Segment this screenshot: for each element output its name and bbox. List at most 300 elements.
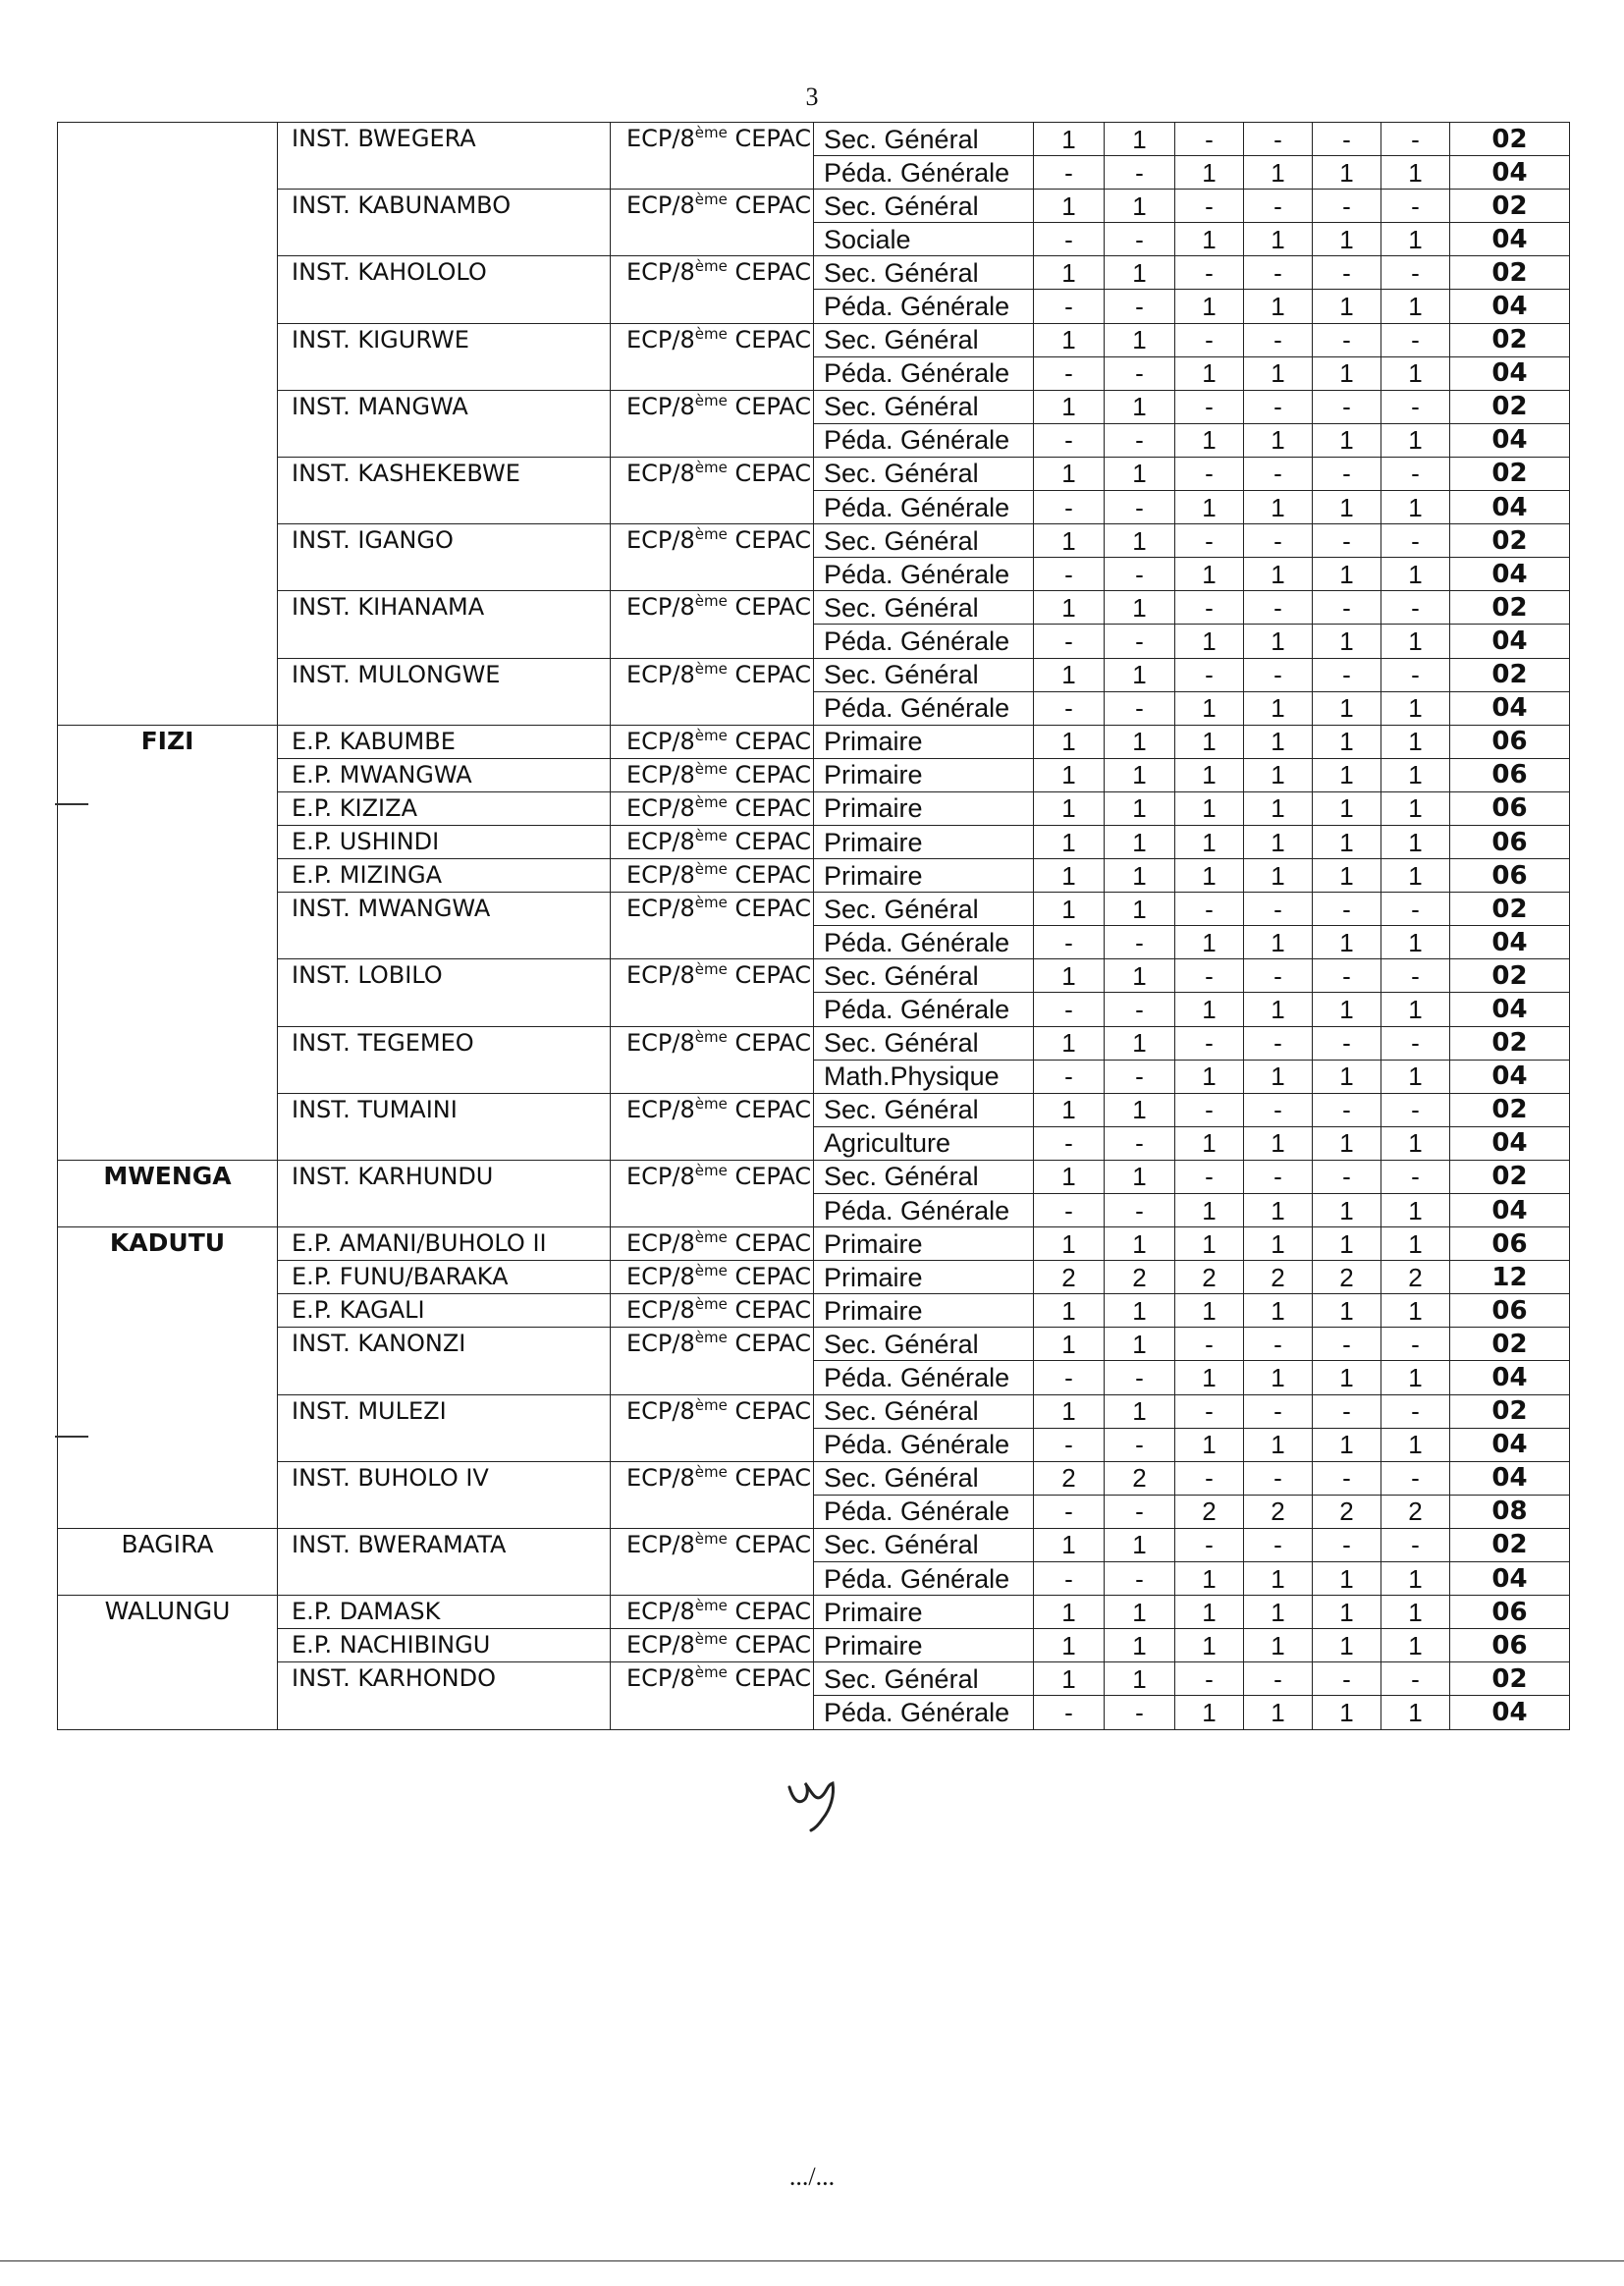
level-label: ECP/8 [626,961,695,990]
count-cell: 1 [1313,1629,1381,1662]
table-row [58,1629,1570,1662]
school-name: E.P. NACHIBINGU [278,1629,611,1662]
footer-rule [0,2260,1624,2261]
school-name: E.P. AMANI/BUHOLO II [278,1227,611,1261]
count-cell: - [1034,558,1105,591]
count-cell: 1 [1175,223,1244,256]
count-cell: - [1381,1026,1450,1060]
count-cell: 1 [1313,691,1381,725]
level-superscript: ème [694,324,728,343]
level-label: ECP/8 [626,1229,695,1258]
count-cell: - [1175,256,1244,290]
total-cell: 06 [1450,1294,1570,1328]
option-cell: Péda. Générale [814,625,1034,658]
count-cell: - [1175,1026,1244,1060]
option-cell: Péda. Générale [814,356,1034,390]
level-suffix: CEPAC [727,1664,812,1693]
count-cell: - [1381,457,1450,490]
count-cell: 2 [1313,1495,1381,1528]
count-cell: - [1034,1696,1105,1729]
total-cell: 02 [1450,1394,1570,1428]
level-superscript: ème [694,1262,728,1280]
level-superscript: ème [694,1329,728,1347]
count-cell: 1 [1381,356,1450,390]
level-label: ECP/8 [626,459,695,487]
count-cell: 1 [1381,1696,1450,1729]
total-cell: 02 [1450,1093,1570,1126]
option-cell: Péda. Générale [814,1361,1034,1394]
count-cell: 1 [1175,758,1244,791]
count-cell: 1 [1034,123,1105,156]
count-cell: - [1105,356,1175,390]
table-row [58,725,1570,758]
count-cell: - [1034,625,1105,658]
total-cell: 06 [1450,859,1570,893]
option-cell: Primaire [814,1294,1034,1328]
count-cell: - [1244,1026,1313,1060]
count-cell: - [1175,323,1244,356]
level-label: ECP/8 [626,1296,695,1325]
table-body [58,123,1570,1730]
school-name: INST. BWERAMATA [278,1528,611,1595]
total-cell: 02 [1450,1662,1570,1696]
count-cell: - [1381,1662,1450,1696]
count-cell: 1 [1313,1596,1381,1629]
option-cell: Primaire [814,1227,1034,1261]
table-row [58,859,1570,893]
total-cell: 04 [1450,625,1570,658]
level-superscript: ème [694,1597,728,1615]
count-cell: 1 [1034,524,1105,558]
school-name: INST. BUHOLO IV [278,1461,611,1528]
count-cell: 1 [1381,1060,1450,1093]
count-cell: - [1381,1394,1450,1428]
level-label: ECP/8 [626,1598,695,1626]
total-cell: 06 [1450,825,1570,858]
level-cell [611,591,814,658]
count-cell: 2 [1175,1261,1244,1294]
total-cell: 04 [1450,491,1570,524]
option-cell: Sec. Général [814,1328,1034,1361]
level-superscript: ème [694,525,728,544]
count-cell: - [1313,323,1381,356]
level-cell [611,1629,814,1662]
count-cell: 1 [1034,1294,1105,1328]
level-suffix: CEPAC [727,125,812,152]
level-superscript: ème [694,391,728,409]
option-cell: Sec. Général [814,591,1034,625]
count-cell: - [1034,356,1105,390]
level-cell [611,859,814,893]
count-cell: 1 [1244,491,1313,524]
option-cell: Péda. Générale [814,1194,1034,1227]
count-cell: - [1105,290,1175,323]
total-cell: 02 [1450,1328,1570,1361]
count-cell: 1 [1175,791,1244,825]
count-cell: 1 [1175,993,1244,1026]
level-superscript: ème [694,792,728,811]
table-row [58,524,1570,558]
count-cell: 1 [1381,993,1450,1026]
count-cell: - [1175,1528,1244,1561]
count-cell: 1 [1175,1294,1244,1328]
count-cell: - [1244,591,1313,625]
level-cell [611,791,814,825]
school-name: INST. TEGEMEO [278,1026,611,1093]
total-cell: 02 [1450,1026,1570,1060]
level-suffix: CEPAC [727,1463,812,1492]
count-cell: 1 [1034,959,1105,993]
count-cell: - [1105,1060,1175,1093]
count-cell: - [1175,591,1244,625]
count-cell: - [1105,926,1175,959]
count-cell: 1 [1034,457,1105,490]
count-cell: - [1313,893,1381,926]
count-cell: 1 [1313,1194,1381,1227]
school-name: INST. TUMAINI [278,1093,611,1160]
total-cell: 04 [1450,926,1570,959]
count-cell: - [1034,156,1105,190]
option-cell: Sociale [814,223,1034,256]
level-suffix: CEPAC [727,526,812,555]
count-cell: - [1381,190,1450,223]
count-cell: - [1175,1394,1244,1428]
level-superscript: ème [694,1094,728,1113]
school-name: INST. MULEZI [278,1394,611,1461]
level-suffix: CEPAC [727,1296,812,1325]
count-cell: 1 [1175,1194,1244,1227]
count-cell: 1 [1244,791,1313,825]
total-cell: 06 [1450,1227,1570,1261]
total-cell: 02 [1450,190,1570,223]
count-cell: - [1175,390,1244,423]
count-cell: 1 [1381,791,1450,825]
option-cell: Sec. Général [814,524,1034,558]
count-cell: - [1313,190,1381,223]
count-cell: 1 [1175,156,1244,190]
option-cell: Péda. Générale [814,1562,1034,1596]
count-cell: 1 [1313,156,1381,190]
count-cell: - [1381,323,1450,356]
count-cell: 1 [1244,1227,1313,1261]
count-cell: - [1313,390,1381,423]
count-cell: 1 [1244,725,1313,758]
count-cell: 1 [1105,791,1175,825]
count-cell: - [1313,1461,1381,1495]
level-label: ECP/8 [626,1396,695,1425]
table-row [58,457,1570,490]
count-cell: 1 [1313,1126,1381,1160]
level-suffix: CEPAC [727,392,812,420]
level-label: ECP/8 [626,526,695,555]
level-label: ECP/8 [626,660,695,688]
level-superscript: ème [694,826,728,844]
level-superscript: ème [694,1228,728,1247]
count-cell: 1 [1381,1126,1450,1160]
option-cell: Sec. Général [814,123,1034,156]
total-cell: 02 [1450,256,1570,290]
count-cell: 1 [1244,859,1313,893]
count-cell: - [1244,123,1313,156]
count-cell: 1 [1034,1328,1105,1361]
count-cell: 1 [1313,356,1381,390]
count-cell: - [1244,1328,1313,1361]
table-row [58,1093,1570,1126]
count-cell: 1 [1105,859,1175,893]
table-row [58,893,1570,926]
count-cell: - [1175,524,1244,558]
count-cell: - [1105,1562,1175,1596]
level-cell [611,758,814,791]
count-cell: 1 [1313,1227,1381,1261]
level-suffix: CEPAC [727,1631,812,1660]
count-cell: - [1034,993,1105,1026]
level-suffix: CEPAC [727,1162,812,1190]
level-suffix: CEPAC [727,727,812,755]
level-label: ECP/8 [626,861,695,890]
total-cell: 02 [1450,323,1570,356]
total-cell: 04 [1450,356,1570,390]
level-suffix: CEPAC [727,459,812,487]
count-cell: 2 [1175,1495,1244,1528]
count-cell: - [1381,256,1450,290]
level-suffix: CEPAC [727,660,812,688]
total-cell: 06 [1450,1596,1570,1629]
level-label: ECP/8 [626,392,695,420]
level-cell [611,123,814,190]
option-cell: Primaire [814,758,1034,791]
level-superscript: ème [694,659,728,678]
table-row [58,1394,1570,1428]
option-cell: Sec. Général [814,457,1034,490]
count-cell: 1 [1105,323,1175,356]
count-cell: - [1105,1428,1175,1461]
school-name: INST. KAHOLOLO [278,256,611,323]
total-cell: 02 [1450,457,1570,490]
count-cell: 1 [1105,1394,1175,1428]
count-cell: 1 [1381,825,1450,858]
region-cell: FIZI [58,725,278,1160]
count-cell: 1 [1244,1428,1313,1461]
count-cell: 1 [1105,1160,1175,1193]
count-cell: 1 [1313,1428,1381,1461]
paraph-mark [784,1775,846,1834]
count-cell: 1 [1244,758,1313,791]
count-cell: - [1313,1328,1381,1361]
level-label: ECP/8 [626,258,695,287]
level-label: ECP/8 [626,1263,695,1291]
level-label: ECP/8 [626,191,695,220]
count-cell: 1 [1381,859,1450,893]
count-cell: 1 [1244,1596,1313,1629]
count-cell: 1 [1313,1696,1381,1729]
count-cell: - [1034,926,1105,959]
region-cell: BAGIRA [58,1528,278,1595]
count-cell: 1 [1034,1160,1105,1193]
table-row [58,1227,1570,1261]
count-cell: - [1244,390,1313,423]
level-cell [611,658,814,725]
count-cell: 1 [1105,1528,1175,1561]
level-cell [611,390,814,457]
level-suffix: CEPAC [727,1229,812,1258]
school-name: INST. IGANGO [278,524,611,591]
option-cell: Sec. Général [814,323,1034,356]
school-name: INST. KIGURWE [278,323,611,390]
count-cell: 1 [1381,1562,1450,1596]
school-name: E.P. MWANGWA [278,758,611,791]
total-cell: 02 [1450,524,1570,558]
total-cell: 02 [1450,893,1570,926]
count-cell: 2 [1381,1261,1450,1294]
count-cell: - [1313,658,1381,691]
count-cell: 1 [1381,1361,1450,1394]
level-suffix: CEPAC [727,1263,812,1291]
table-row [58,1294,1570,1328]
count-cell: 1 [1175,725,1244,758]
level-label: ECP/8 [626,760,695,789]
count-cell: 1 [1244,1696,1313,1729]
level-suffix: CEPAC [727,1330,812,1358]
count-cell: 1 [1175,356,1244,390]
level-label: ECP/8 [626,827,695,855]
count-cell: 2 [1244,1261,1313,1294]
option-cell: Sec. Général [814,658,1034,691]
count-cell: 1 [1381,758,1450,791]
count-cell: 1 [1105,591,1175,625]
level-superscript: ème [694,124,728,141]
count-cell: 1 [1244,356,1313,390]
table-row [58,658,1570,691]
count-cell: 1 [1244,223,1313,256]
count-cell: - [1313,591,1381,625]
level-superscript: ème [694,1395,728,1414]
count-cell: 1 [1381,625,1450,658]
option-cell: Sec. Général [814,1461,1034,1495]
count-cell: 2 [1034,1461,1105,1495]
count-cell: 1 [1313,825,1381,858]
count-cell: 1 [1105,1093,1175,1126]
option-cell: Sec. Général [814,1093,1034,1126]
level-suffix: CEPAC [727,1095,812,1123]
margin-mark [55,1436,88,1438]
level-suffix: CEPAC [727,191,812,220]
count-cell: - [1034,1194,1105,1227]
count-cell: 1 [1105,1662,1175,1696]
level-cell [611,1026,814,1093]
count-cell: 1 [1381,491,1450,524]
option-cell: Math.Physique [814,1060,1034,1093]
option-cell: Péda. Générale [814,1696,1034,1729]
count-cell: - [1034,290,1105,323]
total-cell: 06 [1450,791,1570,825]
level-cell [611,1261,814,1294]
count-cell: - [1175,457,1244,490]
count-cell: 1 [1175,423,1244,457]
total-cell: 06 [1450,1629,1570,1662]
total-cell: 12 [1450,1261,1570,1294]
level-label: ECP/8 [626,1028,695,1057]
level-cell [611,1160,814,1226]
count-cell: 1 [1381,1294,1450,1328]
school-name: INST. MANGWA [278,390,611,457]
count-cell: - [1105,691,1175,725]
count-cell: 1 [1244,1060,1313,1093]
total-cell: 04 [1450,1194,1570,1227]
count-cell: - [1313,959,1381,993]
count-cell: - [1313,524,1381,558]
level-superscript: ème [694,190,728,209]
count-cell: 1 [1381,156,1450,190]
count-cell: 1 [1034,1596,1105,1629]
count-cell: - [1034,1060,1105,1093]
level-superscript: ème [694,1462,728,1481]
level-superscript: ème [694,1027,728,1046]
count-cell: - [1381,123,1450,156]
count-cell: 2 [1105,1461,1175,1495]
option-cell: Sec. Général [814,256,1034,290]
count-cell: 1 [1313,993,1381,1026]
total-cell: 02 [1450,658,1570,691]
school-name: E.P. FUNU/BARAKA [278,1261,611,1294]
count-cell: - [1244,1160,1313,1193]
count-cell: 1 [1105,190,1175,223]
table-row [58,1160,1570,1193]
level-superscript: ème [694,1161,728,1179]
level-label: ECP/8 [626,1162,695,1190]
option-cell: Primaire [814,825,1034,858]
count-cell: - [1381,591,1450,625]
count-cell: 1 [1244,625,1313,658]
option-cell: Sec. Général [814,959,1034,993]
total-cell: 02 [1450,1528,1570,1561]
count-cell: 1 [1381,223,1450,256]
school-name: INST. KIHANAMA [278,591,611,658]
count-cell: 1 [1105,1227,1175,1261]
count-cell: 1 [1034,893,1105,926]
count-cell: 1 [1381,1227,1450,1261]
count-cell: 1 [1244,1562,1313,1596]
level-superscript: ème [694,860,728,879]
level-suffix: CEPAC [727,593,812,622]
count-cell: - [1381,1328,1450,1361]
count-cell: 1 [1313,491,1381,524]
option-cell: Péda. Générale [814,691,1034,725]
count-cell: - [1244,959,1313,993]
school-name: E.P. KIZIZA [278,791,611,825]
count-cell: 2 [1105,1261,1175,1294]
count-cell: 1 [1175,1428,1244,1461]
table-row [58,758,1570,791]
table-row [58,190,1570,223]
count-cell: - [1381,959,1450,993]
count-cell: 1 [1105,256,1175,290]
level-superscript: ème [694,1295,728,1314]
school-name: E.P. MIZINGA [278,859,611,893]
level-superscript: ème [694,759,728,778]
count-cell: 1 [1175,1696,1244,1729]
level-cell [611,825,814,858]
count-cell: 1 [1244,423,1313,457]
count-cell: 1 [1175,625,1244,658]
count-cell: - [1244,256,1313,290]
count-cell: 1 [1175,1361,1244,1394]
level-cell [611,256,814,323]
count-cell: 1 [1034,859,1105,893]
count-cell: - [1034,1361,1105,1394]
count-cell: 1 [1381,1194,1450,1227]
table-row [58,1528,1570,1561]
